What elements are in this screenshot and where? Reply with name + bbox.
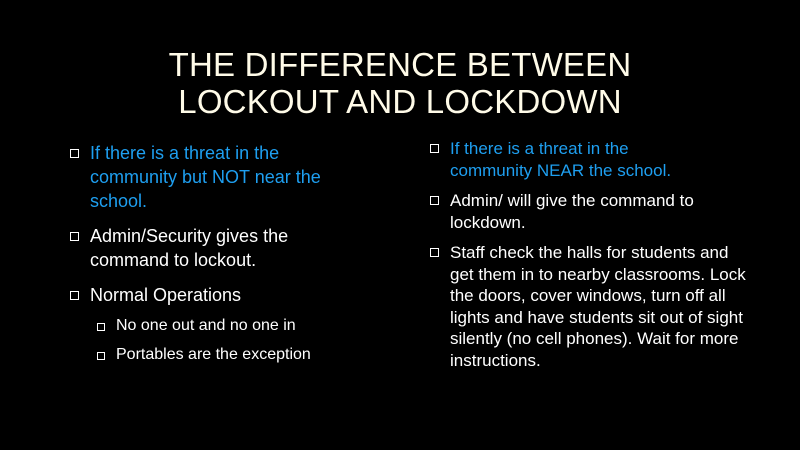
list-item-text: If there is a threat in the community but NOT near the school. xyxy=(90,143,321,211)
square-bullet-icon xyxy=(430,144,439,153)
square-bullet-icon xyxy=(70,291,79,300)
list-item xyxy=(430,242,760,371)
square-bullet-icon xyxy=(430,248,439,257)
list-item-text: Staff check the halls for students and get them in to nearby classrooms. Lock the doors, cover windows, turn off all lights and have students sit out of sight silently (no cell phones). Wait for more instructions. xyxy=(450,243,746,370)
square-bullet-icon xyxy=(430,196,439,205)
sub-list-item xyxy=(97,316,377,336)
sub-list-item-text: No one out and no one in xyxy=(116,317,296,334)
list-item xyxy=(430,190,760,233)
title-line-1: THE DIFFERENCE BETWEEN xyxy=(168,46,632,83)
square-bullet-icon xyxy=(97,352,105,360)
sub-list-item xyxy=(97,345,377,365)
square-bullet-icon xyxy=(70,232,79,241)
list-item-text: Admin/ will give the command to lockdown. xyxy=(450,191,694,232)
list-item xyxy=(70,141,370,213)
square-bullet-icon xyxy=(70,149,79,158)
list-item xyxy=(70,224,370,272)
list-item-text: Normal Operations xyxy=(90,285,242,305)
list-item-text: Admin/Security gives the command to lockout. xyxy=(90,226,289,270)
square-bullet-icon xyxy=(97,323,105,331)
title-line-2: LOCKOUT AND LOCKDOWN xyxy=(178,83,622,120)
list-item xyxy=(430,138,760,181)
sub-list-item-text: Portables are the exception xyxy=(116,346,311,363)
list-item-text: If there is a threat in the community NEAR the school. xyxy=(450,139,672,180)
slide-title xyxy=(0,46,800,120)
list-item xyxy=(70,283,370,307)
